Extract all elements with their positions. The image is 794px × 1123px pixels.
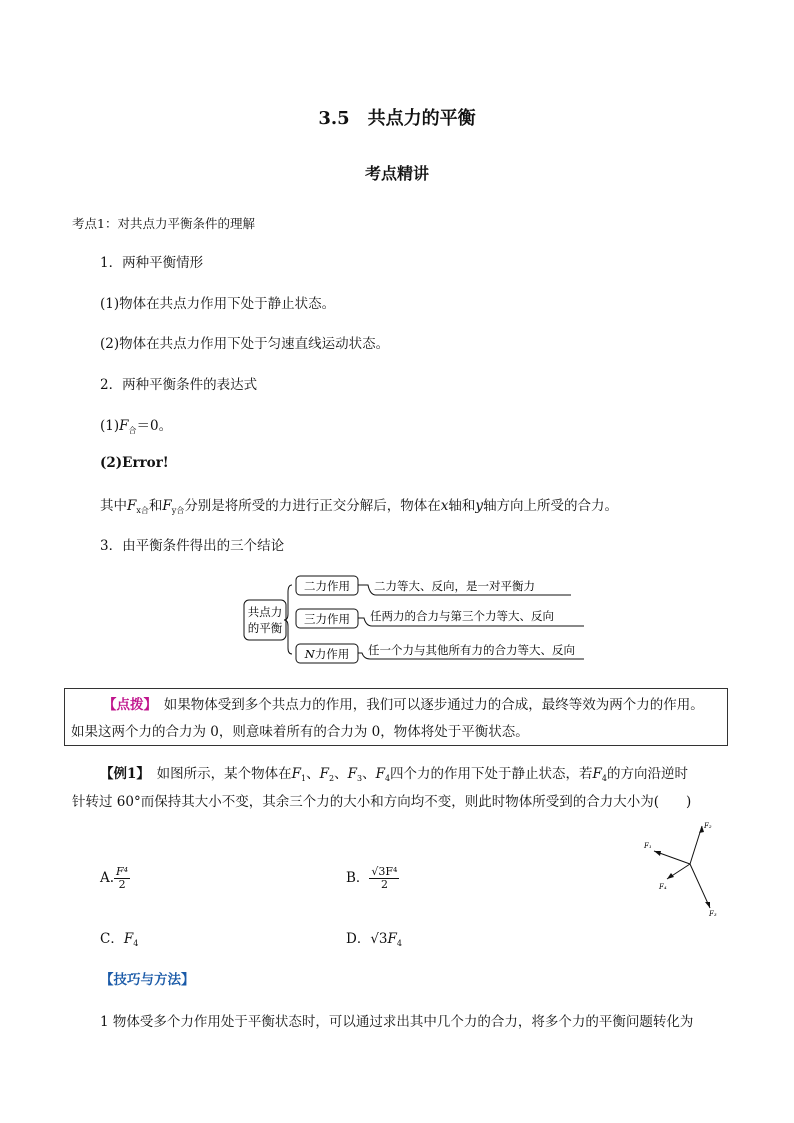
option-a-label: A. xyxy=(100,870,115,886)
section-subtitle: 考点精讲 xyxy=(364,164,429,183)
tip-line1 xyxy=(103,693,704,713)
example1-label: 【例1】 xyxy=(100,766,144,782)
option-c-label: C． xyxy=(100,931,124,947)
option-d-sub: 4 xyxy=(396,939,402,948)
fx-symbol: F xyxy=(127,498,137,514)
option-b-den: 2 xyxy=(380,878,388,891)
option-a[interactable] xyxy=(100,866,130,891)
arrowhead-f3 xyxy=(705,902,710,908)
f4-symbol: F xyxy=(375,766,385,782)
fy-symbol: F xyxy=(162,498,172,514)
label-f3: F₃ xyxy=(709,910,717,918)
method-label: 【技巧与方法】 xyxy=(100,972,195,988)
s2-item1-suffix: ＝0。 xyxy=(136,418,173,434)
tip-label: 【点拨】 xyxy=(103,697,151,713)
option-b-label: B． xyxy=(346,870,370,886)
label-f2: F₂ xyxy=(704,822,712,830)
tip-line2: 如果这两个力的合力为 0，则意味着所有的合力为 0，物体将处于平衡状态。 xyxy=(71,724,529,740)
mindmap-branch3-text: 任一个力与其他所有力的合力等大、反向 xyxy=(368,643,575,657)
option-c[interactable] xyxy=(100,927,138,948)
note-text-c: 轴和 xyxy=(448,498,476,514)
example1-text-c: 的方向沿逆时 xyxy=(607,766,688,782)
y-symbol: y xyxy=(475,498,484,514)
arrowhead-f1 xyxy=(654,851,661,856)
option-a-den: 2 xyxy=(118,878,126,891)
mindmap-branch2-label: 三力作用 xyxy=(304,612,350,626)
s2-item1-prefix: (1) xyxy=(100,418,120,434)
page-title: 3.5 共点力的平衡 xyxy=(318,108,476,129)
conclusion-mindmap xyxy=(236,570,596,670)
example1-text-b: 四个力的作用下处于静止状态，若 xyxy=(390,766,593,782)
x-symbol: x xyxy=(440,498,449,514)
s2-title: 2．两种平衡条件的表达式 xyxy=(100,377,258,393)
f1-sub: 1 xyxy=(301,774,307,783)
note-text-d: 轴方向上所受的合力。 xyxy=(483,498,619,514)
option-d-f: F xyxy=(387,931,397,947)
note-text-b: 分别是将所受的力进行正交分解后，物体在 xyxy=(184,498,441,514)
f3-symbol: F xyxy=(347,766,357,782)
mindmap-brace xyxy=(284,585,292,654)
option-b-num: √3F⁴ xyxy=(371,865,398,878)
s1-item1: (1)物体在共点力作用下处于静止状态。 xyxy=(100,296,336,312)
f-symbol: F xyxy=(119,418,129,434)
note-and: 和 xyxy=(148,498,163,514)
s1-item2: (2)物体在共点力作用下处于匀速直线运动状态。 xyxy=(100,336,390,352)
tip-text1: 如果物体受到多个共点力的作用，我们可以逐步通过力的合成，最终等效为两个力的作用。 xyxy=(150,697,704,713)
mindmap-branch1-label: 二力作用 xyxy=(304,579,350,593)
f4-sub-2: 4 xyxy=(601,774,607,783)
example1-line1 xyxy=(100,762,688,783)
tip-box xyxy=(64,688,728,746)
s1-title: 1．两种平衡情形 xyxy=(100,255,204,271)
option-d[interactable] xyxy=(346,927,402,948)
option-d-label: D． xyxy=(346,931,371,947)
force-f3-arrow xyxy=(690,864,710,908)
label-f4: F₄ xyxy=(659,883,667,891)
sep2: 、 xyxy=(334,766,348,782)
option-c-f: F xyxy=(123,931,134,947)
f4-sub: 4 xyxy=(384,774,391,783)
f2-symbol: F xyxy=(319,766,329,782)
option-b[interactable] xyxy=(346,866,399,891)
label-f1: F₁ xyxy=(644,842,652,850)
method-line1: 1 物体受多个力作用处于平衡状态时，可以通过求出其中几个力的合力，将多个力的平衡问题转化为 xyxy=(100,1014,694,1030)
s2-item1 xyxy=(100,414,172,436)
kaodian-heading: 考点1：对共点力平衡条件的理解 xyxy=(72,216,255,231)
arrowhead-f4 xyxy=(667,873,674,879)
mindmap-root-line2: 的平衡 xyxy=(247,621,283,635)
option-b-fraction xyxy=(369,866,399,891)
f-subscript: 合 xyxy=(128,426,137,435)
mindmap-branch3-label: N力作用 xyxy=(304,647,350,661)
note-text-a: 其中 xyxy=(100,498,127,514)
sep3: 、 xyxy=(362,766,376,782)
f1-symbol: F xyxy=(291,766,302,782)
force-figure xyxy=(640,816,730,921)
mindmap-branch1-text: 二力等大、反向，是一对平衡力 xyxy=(374,579,535,593)
f3-sub: 3 xyxy=(356,774,363,783)
option-a-fraction xyxy=(114,866,130,891)
s2-note xyxy=(100,494,618,516)
fy-subscript: y合 xyxy=(171,506,185,515)
s3-title: 3．由平衡条件得出的三个结论 xyxy=(100,538,285,554)
s2-item2: (2)Error! xyxy=(100,455,169,471)
fx-subscript: x合 xyxy=(136,506,149,515)
mindmap-branch2-text: 任两力的合力与第三个力等大、反向 xyxy=(370,609,554,623)
option-d-root: √3 xyxy=(370,931,388,947)
option-c-sub: 4 xyxy=(133,939,139,948)
mindmap-root-line1: 共点力 xyxy=(247,605,283,619)
example1-text-a: 如图所示，某个物体在 xyxy=(143,766,292,782)
sep1: 、 xyxy=(306,766,320,782)
option-a-num: F⁴ xyxy=(116,865,129,878)
f4-symbol-2: F xyxy=(592,766,602,782)
example1-line2: 针转过 60°而保持其大小不变，其余三个力的大小和方向均不变，则此时物体所受到的合力大小为( ) xyxy=(72,794,692,810)
f2-sub: 2 xyxy=(329,774,335,783)
